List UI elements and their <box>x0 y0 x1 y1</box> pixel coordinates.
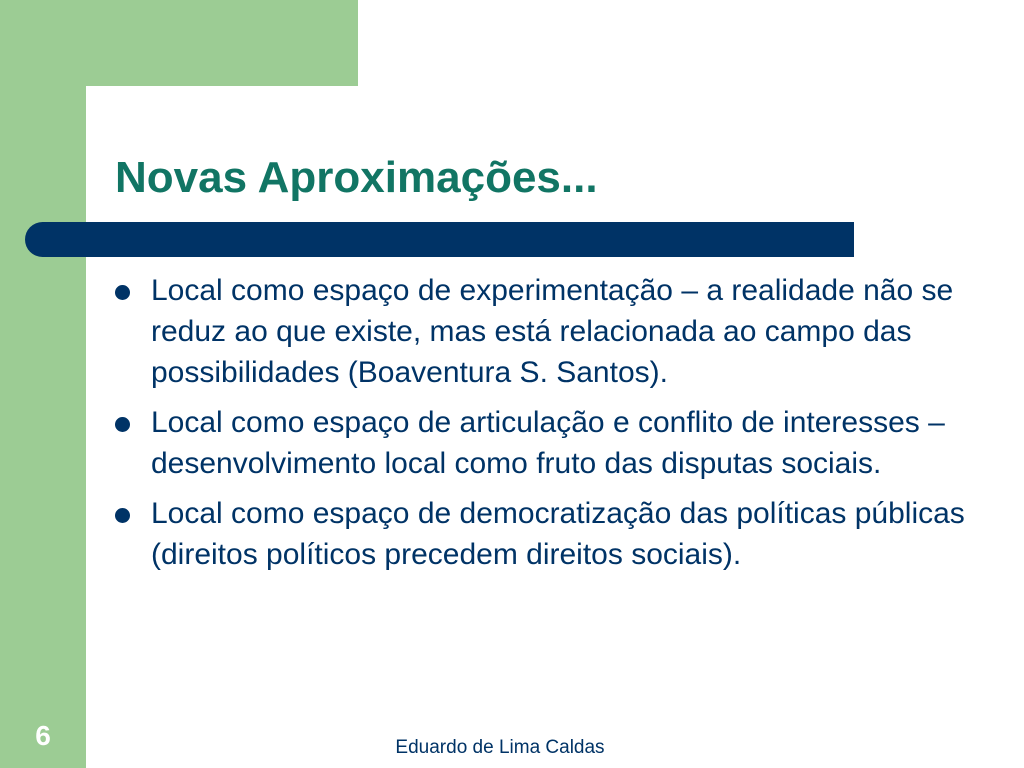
green-side-strip <box>0 0 86 768</box>
title-underline-bar <box>25 222 854 257</box>
bullet-text: Local como espaço de democratização das políticas públicas (direitos políticos precedem direitos sociais). <box>151 497 965 571</box>
bullet-text: Local como espaço de articulação e conflito de interesses – desenvolvimento local como fruto das disputas sociais. <box>151 406 945 480</box>
bullet-dot-icon <box>115 285 130 300</box>
bullet-text: Local como espaço de experimentação – a realidade não se reduz ao que existe, mas está relacionada ao campo das possibilidades (Boaventura S. Santos). <box>151 274 954 389</box>
slide-title: Novas Aproximações... <box>115 153 598 202</box>
bullet-item <box>115 402 995 484</box>
bullet-item <box>115 493 995 575</box>
bullet-dot-icon <box>115 508 130 523</box>
bullet-list <box>115 270 995 584</box>
bullet-item <box>115 270 995 393</box>
bullet-dot-icon <box>115 417 130 432</box>
slide-number: 6 <box>35 720 51 751</box>
footer-author: Eduardo de Lima Caldas <box>395 737 605 758</box>
